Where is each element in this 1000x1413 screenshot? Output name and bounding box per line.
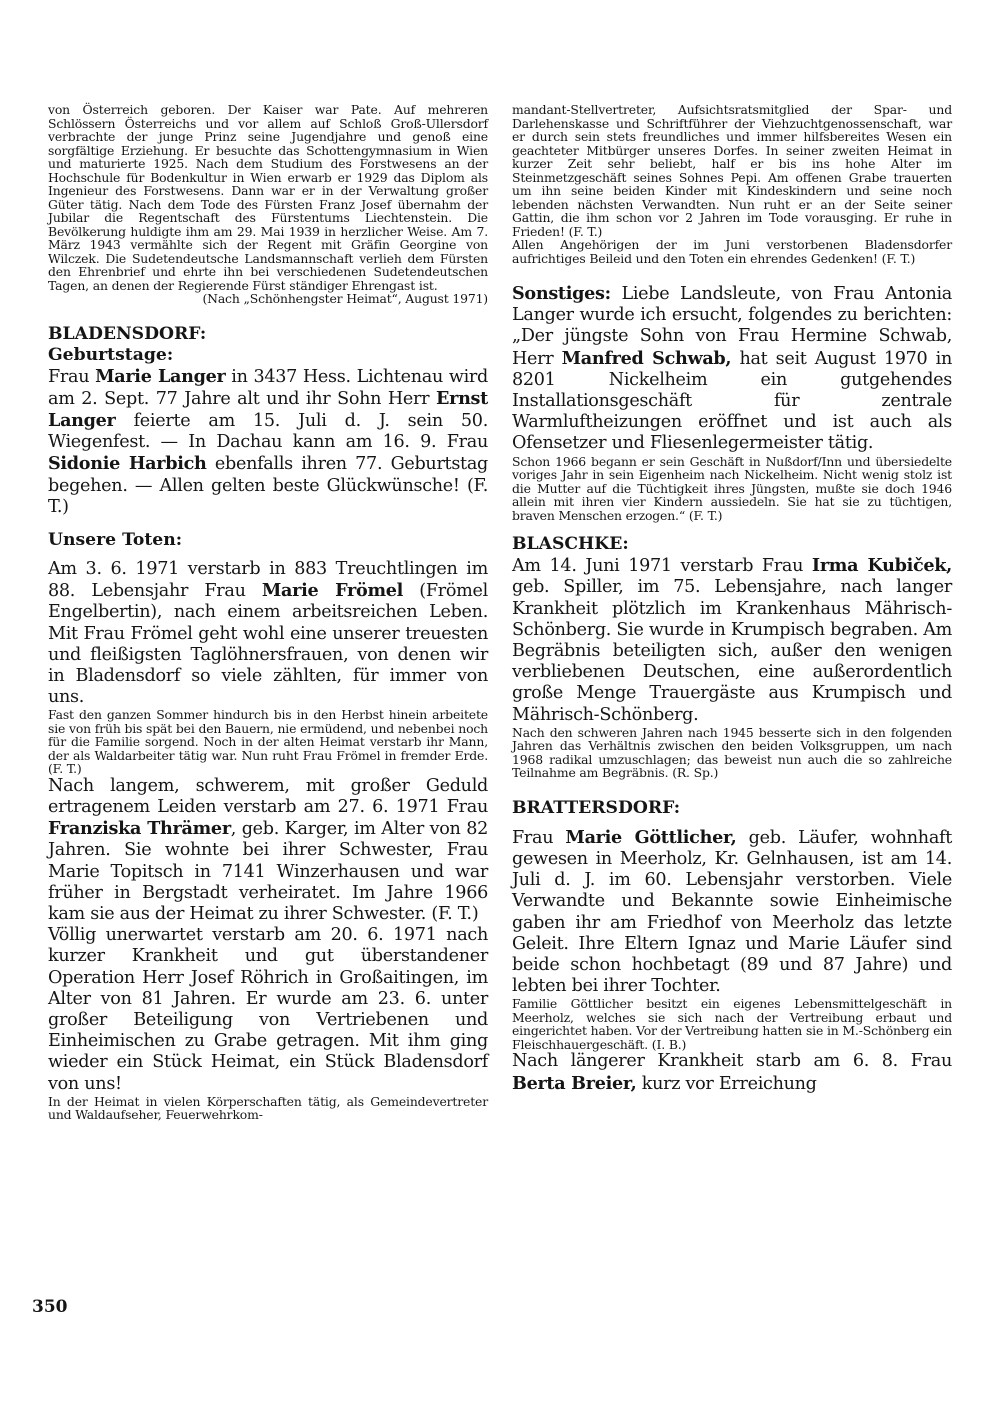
sonstiges-paragraph: Sonstiges: Liebe Landsleute, von Frau Antonia Langer wurde ich ersucht, folgendes zu berichten: „Der jüngste Sohn von Frau Hermine Schwab, Herr Manfred Schwab, hat seit August 1970 in 8201 Nickelheim ein gutgehendes Installationsgeschäft für zentrale Warmluftheizungen eröffnet und ist auch als Ofensetzer und Fliesenlegermeister tätig. xyxy=(512,283,952,454)
name-marie-goettlicher: Marie Göttlicher, xyxy=(565,826,737,848)
section-heading-blaschke: BLASCHKE: xyxy=(512,534,629,555)
left-column xyxy=(48,103,488,1122)
sonstiges-note: Schon 1966 begann er sein Geschäft in Nußdorf/Inn und übersiedelte voriges Jahr in sein Eigenheim nach Nickelheim. Nicht wenig stolz ist die Mutter auf die Tüchtigkeit ihres Jüngsten, mußte sie doch 1946 allein mit ihren vier Kindern aussiedeln. Sie hat sie zu tüchtigen, braven Menschen erzogen.“ (F. T.) xyxy=(512,453,952,523)
name-ernst-langer: Ernst Langer xyxy=(48,387,488,431)
name-berta-breier: Berta Breier, xyxy=(512,1072,637,1094)
obituary-froemel: Am 3. 6. 1971 verstarb in 883 Treuchtlingen im 88. Lebensjahr Frau Marie Frömel (Frömel Engelbertin), nach einem arbeitsreichen Leben. Mit Frau Frömel geht wohl eine unserer treuesten und fleißigsten Taglöhnersfrauen, von denen wir in Bladensdorf so viele zählten, für immer von uns. xyxy=(48,558,489,708)
section-heading-brattersdorf: BRATTERSDORF: xyxy=(512,797,681,818)
intro-source: (Nach „Schönhengster Heimat“, August 1971) xyxy=(202,291,488,306)
obituary-roehrich: Völlig unerwartet verstarb am 20. 6. 1971 nach kurzer Krankheit und gut überstandener Operation Herr Josef Röhrich in Großaitingen, im Alter von 81 Jahren. Er wurde am 23. 6. unter großer Beteiligung von Vertriebenen und Einheimischen zu Grabe getragen. Mit ihm ging wieder ein Stück Heimat, ein Stück Bladensdorf von uns! xyxy=(48,925,488,1094)
subheading-geburtstage: Geburtstage: xyxy=(48,344,174,365)
obituary-goettlicher: Frau Marie Göttlicher, geb. Läufer, wohnhaft gewesen in Meerholz, Kr. Gelnhausen, ist am 14. Juli d. J. im 60. Lebensjahr verstorben. Viele Verwandte und Bekannte sowie Einheimische gaben ihr am Friedhof von Meerholz das letzte Geleit. Ihre Eltern Ignaz und Marie Läufer sind beide schon hochbetagt (89 und 87 Jahre) und lebten bei ihrer Tochter. xyxy=(512,826,952,997)
birthday-paragraph: Frau Marie Langer in 3437 Hess. Lichtenau wird am 2. Sept. 77 Jahre alt und ihr Sohn Herr Ernst Langer feierte am 15. Juli d. J. sein 50. Wiegenfest. — In Dachau kann am 16. 9. Frau Sidonie Harbich ebenfalls ihren 77. Geburtstag begehen. — Allen gelten beste Glückwünsche! (F. T.) xyxy=(48,365,489,517)
section-heading-bladensdorf: BLADENSDORF: xyxy=(48,323,207,344)
right-column xyxy=(512,103,952,1095)
obituary-kubicek: Am 14. Juni 1971 verstarb Frau Irma Kubiček, geb. Spiller, im 75. Lebensjahre, nach langer Krankheit plötzlich im Krankenhaus Mährisch-Schönberg. Sie wurde in Krumpisch begraben. Am Begräbnis beteiligten sich, außer den wenigen verbliebenen Deutschen, eine außerordentlich große Menge Trauergäste aus Krumpisch und Mährisch-Schönberg. xyxy=(512,555,952,725)
obituary-thraemer: Nach langem, schwerem, mit großer Geduld ertragenem Leiden verstarb am 27. 6. 1971 Frau Franziska Thrämer, geb. Karger, im Alter von 82 Jahren. Sie wohnte bei ihrer Schwester, Frau Marie Topitsch in 7141 Winzerhausen und war früher in Bergstadt verheiratet. Im Jahre 1966 kam sie aus der Heimat zu ihrer Schwester. (F. T.) xyxy=(48,775,488,925)
intro-paragraph: von Österreich geboren. Der Kaiser war Pate. Auf mehreren Schlössern Österreichs und vor allem auf Schloß Groß-Ullersdorf verbrachte der junge Prinz seine Jugendjahre und genoß eine sorgfältige Erziehung. Er besuchte das Schottengymnasium in Wien und maturierte 1925. Nach dem Studium des Forstwesens an der Hochschule für Bodenkultur in Wien erwarb er 1929 das Diplom als Ingenieur des Forstwesens. Dann war er in der Verwaltung großer Güter tätig. Nach dem Tode des Fürsten Franz Josef übernahm der Jubilar die Regentschaft des Fürstentums Liechtenstein. Die Bevölkerung huldigte ihm am 29. Mai 1939 in herzlicher Weise. Am 7. März 1943 vermählte sich der Regent mit Gräfin Georgine von Wilczek. Die Sudetendeutsche Landsmannschaft verlieh dem Fürsten den Ehrenbrief und ehrte ihn bei verschiedenen Sudetendeutschen Tagen, an denen der Regierende Fürst ständiger Ehrengast ist. xyxy=(48,102,488,293)
name-manfred-schwab: Manfred Schwab, xyxy=(561,347,732,369)
name-irma-kubicek: Irma Kubiček, xyxy=(811,555,952,577)
name-franziska-thraemer: Franziska Thrämer xyxy=(48,818,231,840)
obituary-breier: Nach längerer Krankheit starb am 6. 8. Frau Berta Breier, kurz vor Erreichung xyxy=(512,1051,952,1094)
name-sidonie-harbich: Sidonie Harbich xyxy=(48,453,207,475)
subheading-unsere-toten: Unsere Toten: xyxy=(48,529,183,550)
obituary-roehrich-note: In der Heimat in vielen Körperschaften tätig, als Gemeindevertreter und Waldaufseher, Feuerwehrkom- xyxy=(48,1093,488,1123)
obituary-kubicek-note: Nach den schweren Jahren nach 1945 besserte sich in den folgenden Jahren das Verhältnis zwischen den beiden Volksgruppen, um nach 1968 radikal umzuschlagen; das beweist nun auch die so zahlreiche Teilnahme am Begräbnis. (R. Sp.) xyxy=(512,724,952,781)
condolence-note: Allen Angehörigen der im Juni verstorbenen Bladensdorfer aufrichtiges Beileid und den Toten ein ehrendes Gedenken! (F. T.) xyxy=(512,237,952,266)
page-number: 350 xyxy=(32,1297,68,1317)
obituary-goettlicher-note: Familie Göttlicher besitzt ein eigenes Lebensmittelgeschäft in Meerholz, welches sie sich nach der Vertreibung erbaut und eingerichtet haben. Vor der Vertreibung hatten sie in M.-Schönberg ein Fleischhauergeschäft. (I. B.) xyxy=(512,996,952,1052)
name-marie-langer: Marie Langer xyxy=(95,365,226,387)
obituary-roehrich-continued: mandant-Stellvertreter, Aufsichtsratsmitglied der Spar- und Darlehenskasse und Schriftführer der Viehzuchtgenossenschaft, war er durch sein stets freundliches und immer hilfsbereites Wesen ein geachteter Mitbürger unseres Dorfes. In seiner zweiten Heimat in kurzer Zeit sehr beliebt, half er bis ins hohe Alter im Steinmetzgeschäft seines Sohnes Pepi. Am offenen Grabe trauerten um ihn seine beiden Kinder mit Kindeskindern und seine noch lebenden nächsten Verwandten. Nun ruht er an der Seite seiner Gattin, die ihm schon vor 2 Jahren im Tode vorausging. Er ruhe in Frieden! (F. T.) xyxy=(512,102,952,239)
name-marie-froemel: Marie Frömel xyxy=(261,580,404,602)
obituary-froemel-note: Fast den ganzen Sommer hindurch bis in den Herbst hinein arbeitete sie von früh bis spät bei den Bauern, nie ermüdend, und nebenbei noch für die Familie sorgend. Noch in der alten Heimat verstarb ihr Mann, der als Waldarbeiter tätig war. Nun ruht Frau Frömel in fremder Erde. (F. T.) xyxy=(48,707,488,777)
subheading-sonstiges: Sonstiges: xyxy=(512,283,611,304)
